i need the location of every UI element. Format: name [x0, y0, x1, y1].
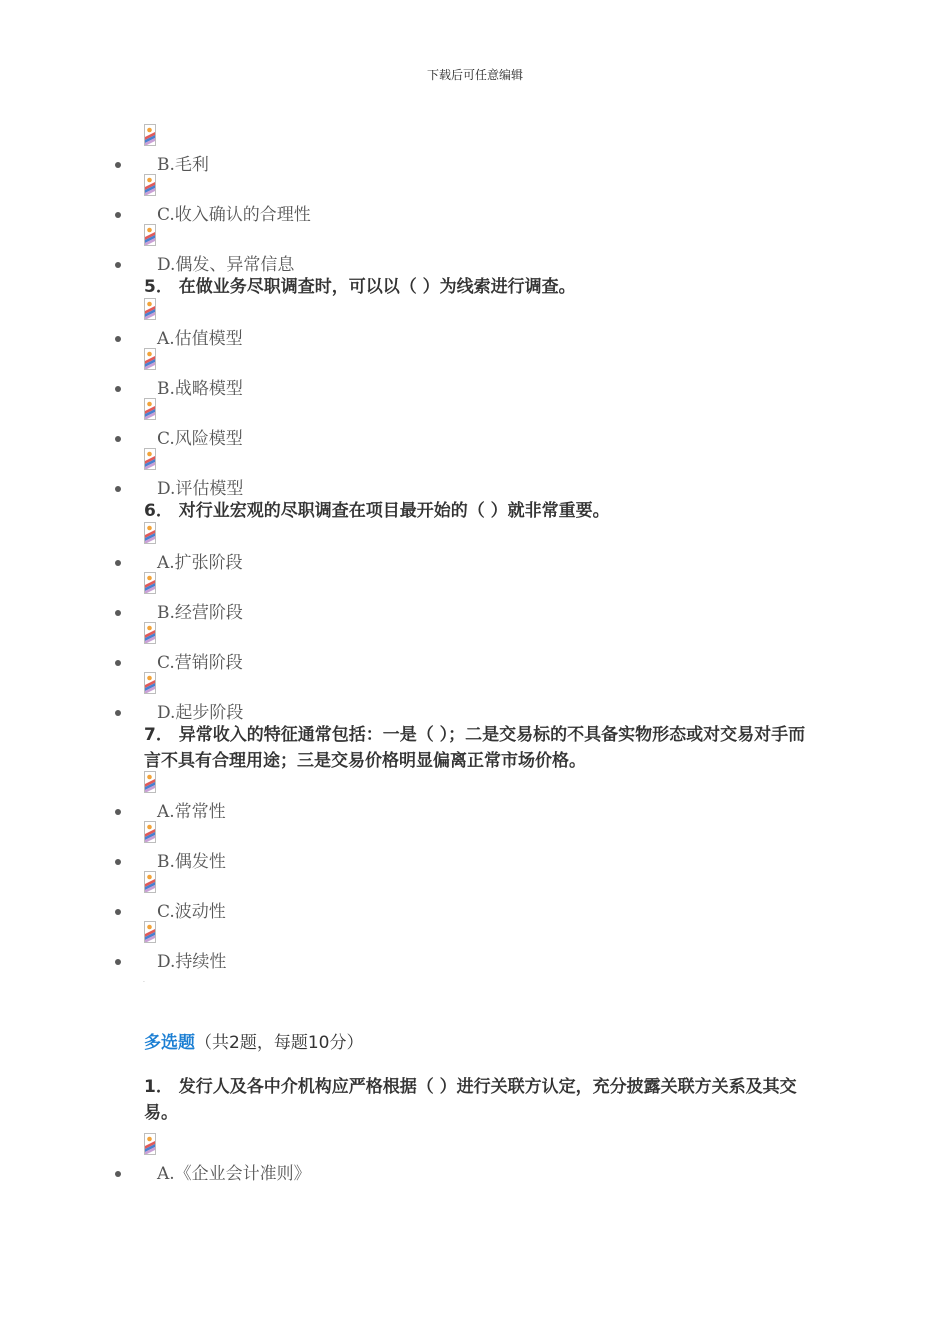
answer-option[interactable]: D.评估模型	[157, 479, 244, 499]
bullet-icon	[115, 610, 121, 616]
broken-image-icon	[144, 448, 156, 470]
answer-option[interactable]: C.营销阶段	[157, 653, 243, 673]
bullet-icon	[115, 262, 121, 268]
bullet-icon	[115, 710, 121, 716]
answer-option[interactable]: A.估值模型	[157, 329, 243, 349]
broken-image-icon	[144, 921, 156, 943]
answer-option[interactable]: D.偶发、异常信息	[157, 255, 295, 275]
answer-option[interactable]: C.风险模型	[157, 429, 243, 449]
section-type-label: 多选题	[144, 1033, 195, 1053]
bullet-icon	[115, 436, 121, 442]
answer-option[interactable]: B.战略模型	[157, 379, 243, 399]
bullet-icon	[115, 959, 121, 965]
page-header: 下载后可任意编辑	[426, 68, 523, 82]
bullet-icon	[115, 336, 121, 342]
broken-image-icon	[144, 771, 156, 793]
answer-option[interactable]: B.毛利	[157, 155, 209, 175]
broken-image-icon	[144, 124, 156, 146]
broken-image-icon	[144, 672, 156, 694]
bullet-icon	[115, 212, 121, 218]
broken-image-icon	[144, 572, 156, 594]
bullet-icon	[115, 1171, 121, 1177]
bullet-icon	[115, 660, 121, 666]
answer-option[interactable]: D.起步阶段	[157, 703, 244, 723]
answer-option[interactable]: B.经营阶段	[157, 603, 243, 623]
question-text: 7． 异常收入的特征通常包括：一是（ ）；二是交易标的不具备实物形态或对交易对手而言不具有合理用途；三是交易价格明显偏离正常市场价格。	[144, 725, 806, 771]
section-score-info: （共2题，每题10分）	[195, 1033, 364, 1053]
broken-image-icon	[144, 398, 156, 420]
bullet-icon	[115, 386, 121, 392]
answer-option[interactable]: A.扩张阶段	[157, 553, 243, 573]
answer-option[interactable]: C.收入确认的合理性	[157, 205, 311, 225]
answer-option[interactable]: A.《企业会计准则》	[157, 1164, 311, 1184]
section-separator-mark: ·	[143, 979, 145, 986]
broken-image-icon	[144, 821, 156, 843]
section-title	[144, 1028, 363, 1053]
bullet-icon	[115, 162, 121, 168]
bullet-icon	[115, 486, 121, 492]
bullet-icon	[115, 859, 121, 865]
answer-option[interactable]: C.波动性	[157, 902, 226, 922]
broken-image-icon	[144, 522, 156, 544]
answer-option[interactable]: D.持续性	[157, 952, 227, 972]
bullet-icon	[115, 809, 121, 815]
bullet-icon	[115, 909, 121, 915]
broken-image-icon	[144, 224, 156, 246]
broken-image-icon	[144, 1133, 156, 1155]
question-text: 1． 发行人及各中介机构应严格根据（ ）进行关联方认定，充分披露关联方关系及其交易。	[144, 1077, 797, 1123]
question-text: 6． 对行业宏观的尽职调查在项目最开始的（ ）就非常重要。	[144, 501, 610, 521]
broken-image-icon	[144, 298, 156, 320]
broken-image-icon	[144, 622, 156, 644]
answer-option[interactable]: B.偶发性	[157, 852, 226, 872]
answer-option[interactable]: A.常常性	[157, 802, 226, 822]
broken-image-icon	[144, 348, 156, 370]
question-text: 5． 在做业务尽职调查时，可以以（ ）为线索进行调查。	[144, 277, 576, 297]
broken-image-icon	[144, 174, 156, 196]
broken-image-icon	[144, 871, 156, 893]
bullet-icon	[115, 560, 121, 566]
